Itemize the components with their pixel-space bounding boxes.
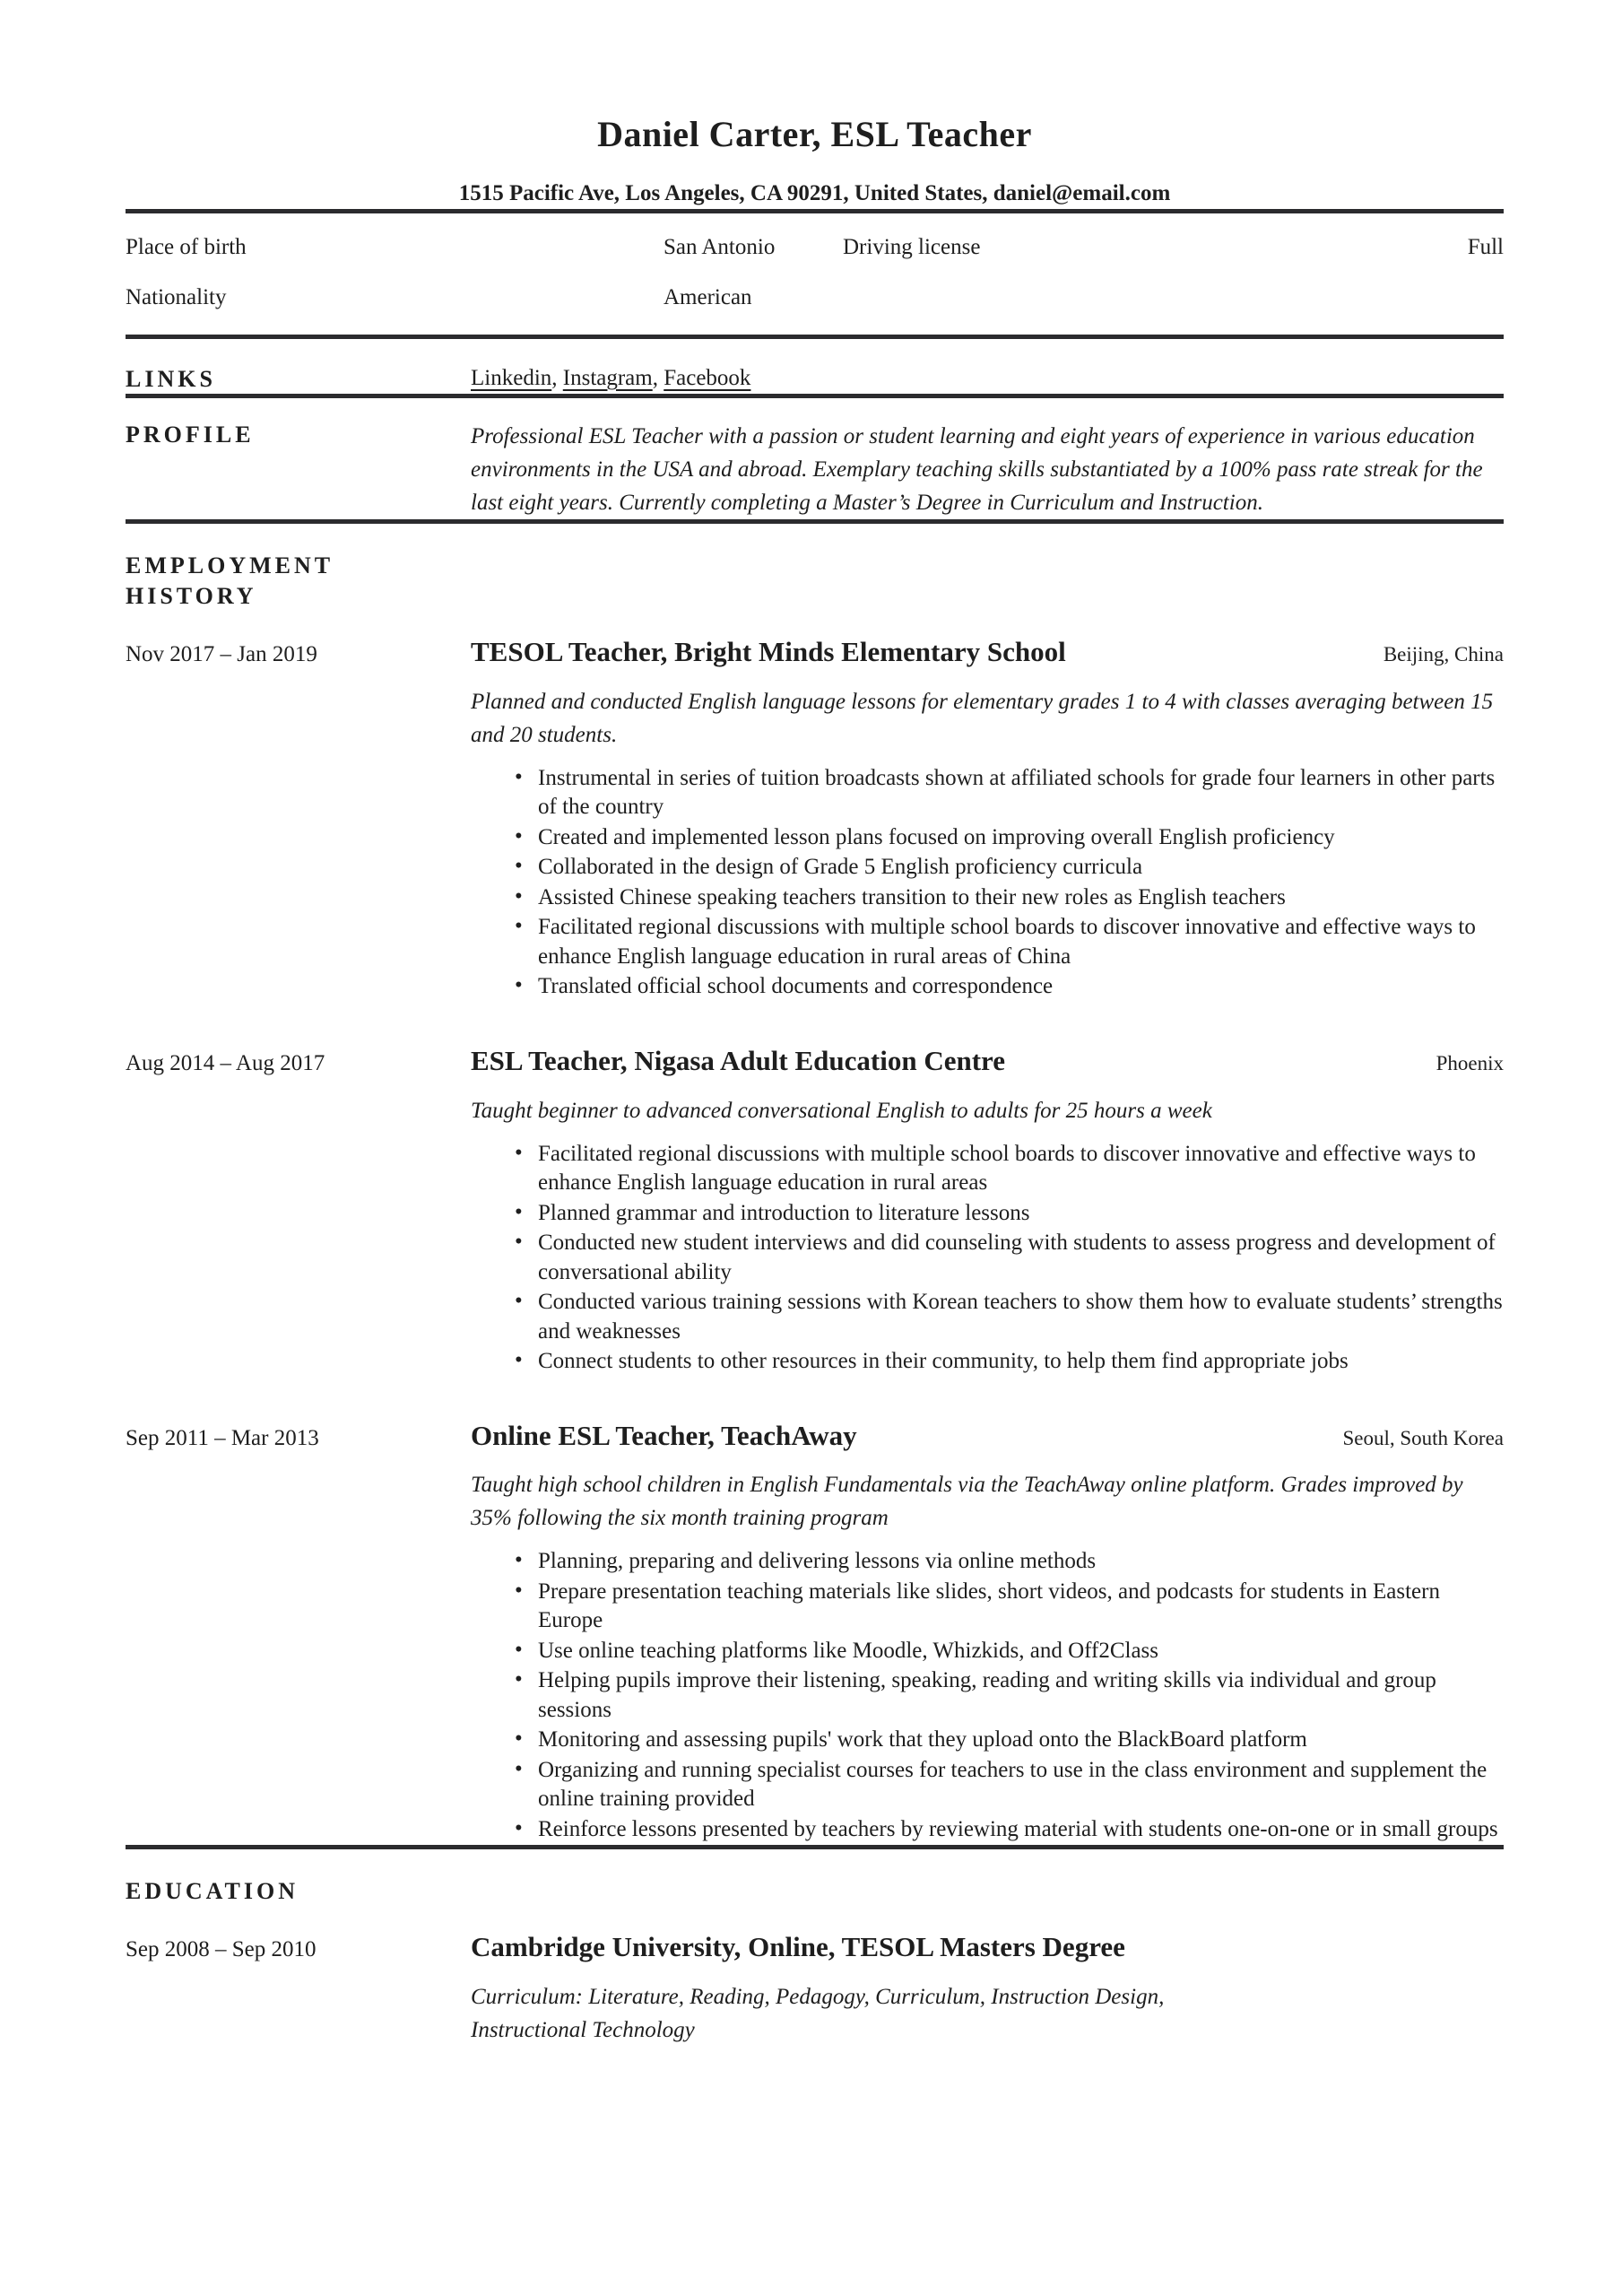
job-bullet: • Assisted Chinese speaking teachers transition to their new roles as English teachers: [515, 883, 1504, 913]
detail-value-empty: [1058, 283, 1504, 313]
details-row: [126, 283, 1504, 313]
links-section-title: LINKS: [126, 365, 216, 392]
job-location: Seoul, South Korea: [1342, 1426, 1504, 1449]
personal-details-section: [126, 233, 1504, 313]
link-separator: ,: [551, 365, 563, 390]
job-bullet-list: [515, 764, 1504, 1002]
divider: [126, 394, 1504, 398]
link-separator: ,: [652, 365, 664, 390]
job-location: Phoenix: [1436, 1051, 1504, 1074]
employment-title-row: [126, 551, 1504, 612]
job-content: [471, 1042, 1504, 1378]
job-bullet-list: [515, 1140, 1504, 1377]
detail-label-empty: [843, 283, 1058, 313]
job-bullet: • Facilitated regional discussions with multiple school boards to discover innovative and effective ways to enhance English language education in rural areas: [515, 1140, 1504, 1198]
employment-section: [126, 551, 1504, 1845]
job-bullet: • Reinforce lessons presented by teachers by reviewing material with students one-on-one or in small groups: [515, 1815, 1504, 1845]
job-bullet: • Prepare presentation teaching materials like slides, short videos, and podcasts for students in Eastern Europe: [515, 1578, 1504, 1636]
detail-value-driving-license: Full: [1467, 234, 1504, 259]
job-title: Online ESL Teacher, TeachAway: [471, 1419, 857, 1451]
job-title: ESL Teacher, Nigasa Adult Education Centre: [471, 1044, 1006, 1076]
education-section: [126, 1876, 1504, 2047]
job-bullet: • Monitoring and assessing pupils' work that they upload onto the BlackBoard platform: [515, 1726, 1504, 1755]
job-bullet: • Collaborated in the design of Grade 5 English proficiency curricula: [515, 853, 1504, 883]
job-bullet: • Translated official school documents and correspondence: [515, 972, 1504, 1002]
divider: [126, 1845, 1504, 1849]
job-title-row: [471, 1042, 1504, 1080]
job-title-row: [471, 1417, 1504, 1455]
link-item: [664, 366, 750, 390]
job-bullet: • Instrumental in series of tuition broadcasts shown at affiliated schools for grade four learners in other parts of the country: [515, 764, 1504, 822]
job-bullet: • Helping pupils improve their listening, speaking, reading and writing skills via individual and group sessions: [515, 1666, 1504, 1725]
job-bullet: • Created and implemented lesson plans focused on improving overall English proficiency: [515, 823, 1504, 853]
job-title-row: [471, 633, 1504, 671]
job-bullet: • Planned grammar and introduction to literature lessons: [515, 1199, 1504, 1229]
job-entry: [126, 1042, 1504, 1378]
job-content: [471, 633, 1504, 1003]
job-bullet: • Connect students to other resources in their community, to help them find appropriate jobs: [515, 1347, 1504, 1377]
links-list: [471, 364, 1504, 395]
job-bullet: • Facilitated regional discussions with multiple school boards to discover innovative and effective ways to enhance English language education in rural areas of China: [515, 913, 1504, 971]
detail-value-nationality: American: [664, 285, 752, 309]
education-degree-title: Cambridge University, Online, TESOL Masters Degree: [471, 1931, 1125, 1963]
profile-text: Professional ESL Teacher with a passion or student learning and eight years of experience in various education environments in the USA and abroad. Exemplary teaching skills substantiated by a 100% pass rate streak for the last eight years. Currently completing a Master’s Degree in Curriculum and Instruction.: [471, 424, 1483, 516]
job-dates: Aug 2014 – Aug 2017: [126, 1050, 325, 1075]
social-link[interactable]: Linkedin: [471, 365, 552, 390]
job-bullet: • Organizing and running specialist courses for teachers to use in the class environment and supplement the online training provided: [515, 1756, 1504, 1814]
education-title-row: [126, 1876, 1504, 1907]
job-title: TESOL Teacher, Bright Minds Elementary School: [471, 635, 1066, 667]
social-link[interactable]: Facebook: [664, 365, 751, 390]
job-location: Beijing, China: [1383, 642, 1504, 665]
profile-section-title: PROFILE: [126, 422, 255, 448]
job-dates: Nov 2017 – Jan 2019: [126, 641, 317, 666]
link-item: [563, 366, 664, 390]
job-bullet: • Conducted new student interviews and did counseling with students to assess progress and development of conversational ability: [515, 1229, 1504, 1287]
page-title: Daniel Carter, ESL Teacher: [597, 114, 1032, 154]
job-bullet: • Use online teaching platforms like Moodle, Whizkids, and Off2Class: [515, 1637, 1504, 1666]
education-summary: Curriculum: Literature, Reading, Pedagogy, Curriculum, Instruction Design, Instructional Technology: [471, 1985, 1165, 2043]
education-dates: Sep 2008 – Sep 2010: [126, 1937, 317, 1962]
job-dates: Sep 2011 – Mar 2013: [126, 1425, 319, 1450]
profile-section: [126, 420, 1504, 519]
detail-value-place-of-birth: San Antonio: [664, 234, 776, 259]
details-row: [126, 233, 1504, 263]
job-entry: [126, 633, 1504, 1003]
social-link[interactable]: Instagram: [562, 365, 653, 390]
job-bullet: • Conducted various training sessions with Korean teachers to show them how to evaluate students’ strengths and weaknesses: [515, 1288, 1504, 1346]
job-summary: Taught beginner to advanced conversational English to adults for 25 hours a week: [471, 1098, 1212, 1123]
divider: [126, 335, 1504, 339]
education-entry: [126, 1928, 1504, 2047]
job-content: [471, 1417, 1504, 1846]
job-entry: [126, 1417, 1504, 1846]
detail-label-driving-license: Driving license: [843, 234, 981, 259]
detail-label-place-of-birth: Place of birth: [126, 234, 247, 259]
job-bullet-list: [515, 1547, 1504, 1844]
divider: [126, 209, 1504, 213]
employment-section-title: EMPLOYMENT HISTORY: [126, 552, 334, 610]
education-content: [471, 1928, 1504, 2047]
detail-label-nationality: Nationality: [126, 285, 227, 309]
link-item: [471, 366, 563, 390]
links-section: [126, 364, 1504, 395]
divider: [126, 519, 1504, 524]
education-title-line: [471, 1928, 1504, 1966]
education-section-title: EDUCATION: [126, 1878, 299, 1905]
job-bullet: • Planning, preparing and delivering lessons via online methods: [515, 1547, 1504, 1577]
job-summary: Planned and conducted English language lessons for elementary grades 1 to 4 with classes averaging between 15 and 20 students.: [471, 689, 1494, 747]
contact-line: 1515 Pacific Ave, Los Angeles, CA 90291, United States, daniel@email.com: [458, 181, 1171, 205]
job-summary: Taught high school children in English Fundamentals via the TeachAway online platform. Grades improved by 35% following the six month training program: [471, 1473, 1463, 1531]
